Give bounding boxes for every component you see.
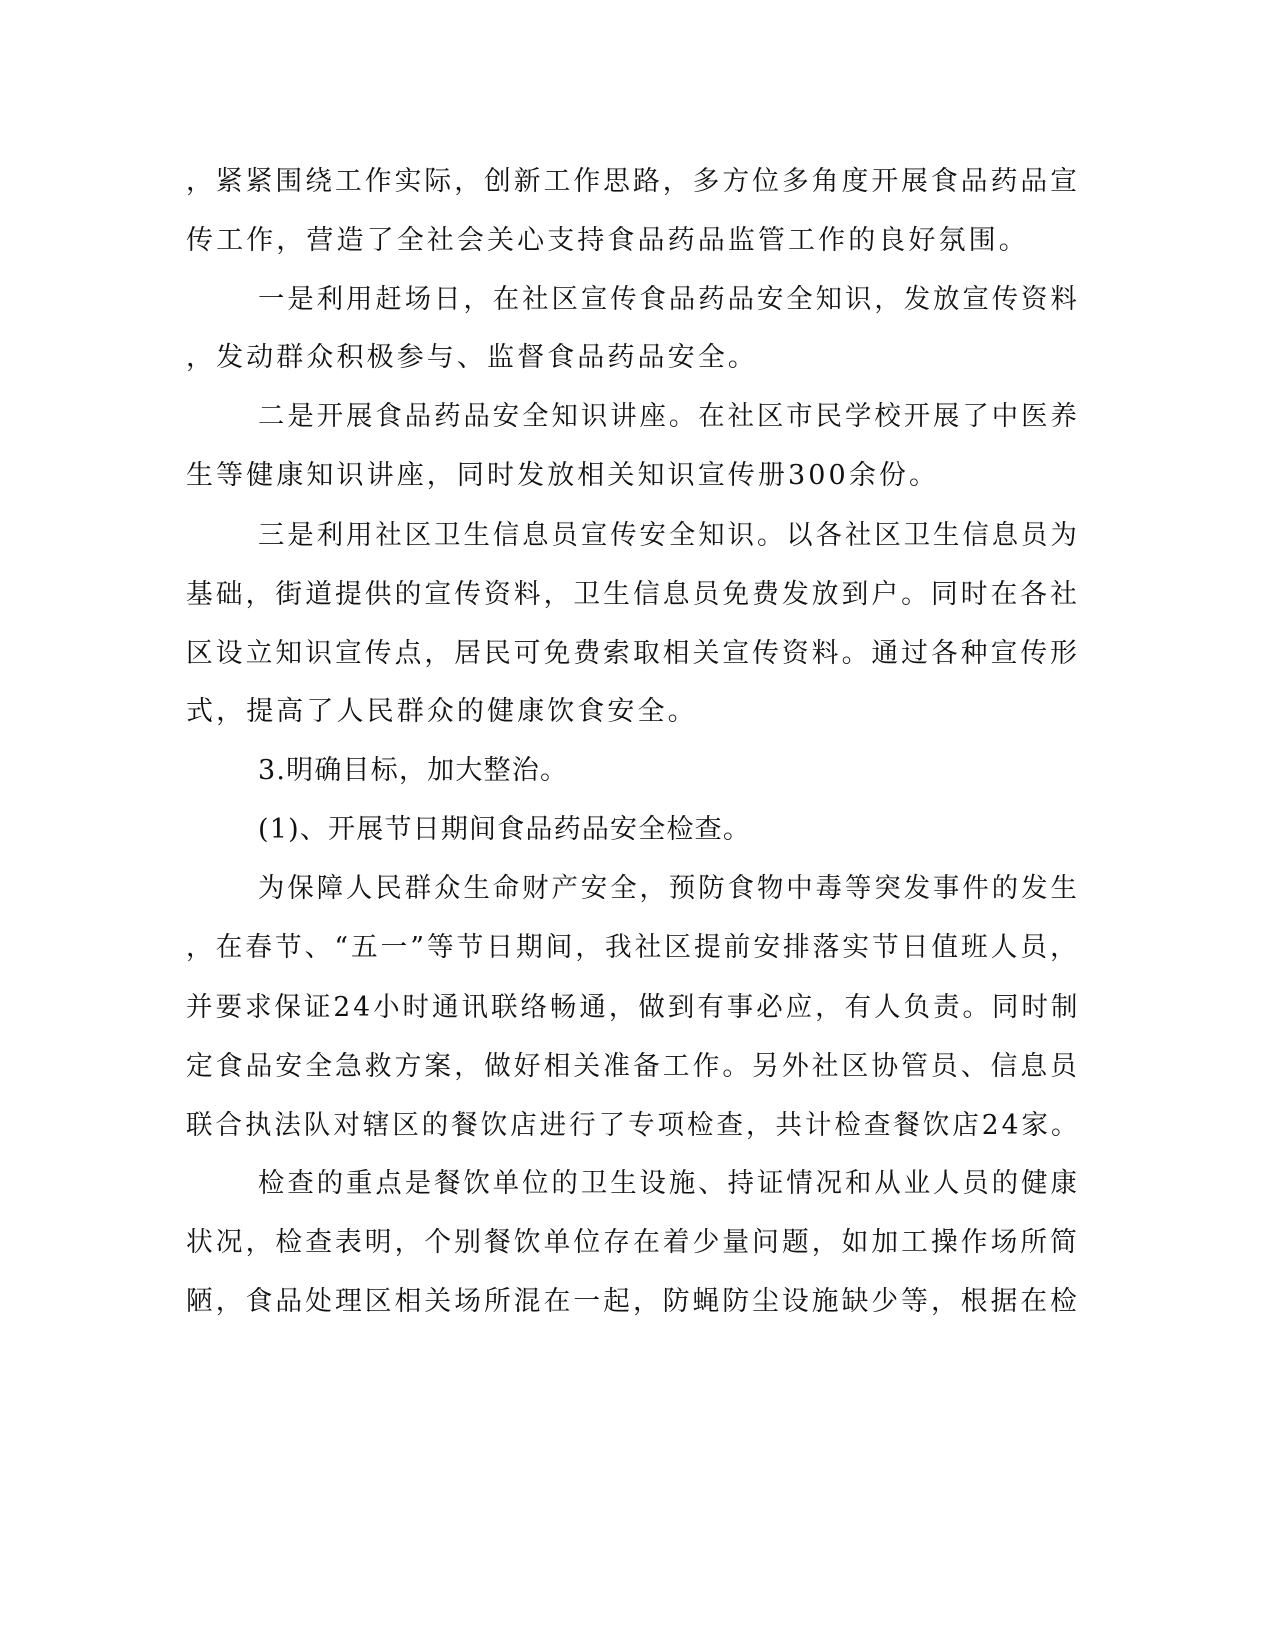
text-line: 状况，检查表明，个别餐饮单位存在着少量问题，如加工操作场所简 bbox=[186, 1227, 1080, 1258]
section-heading: 3.明确目标，加大整治。 bbox=[258, 755, 569, 786]
text-line: 定食品安全急救方案，做好相关准备工作。另外社区协管员、信息员 bbox=[186, 1051, 1080, 1082]
text-line: 生等健康知识讲座，同时发放相关知识宣传册300余份。 bbox=[186, 460, 940, 491]
text-line: 传工作，营造了全社会关心支持食品药品监管工作的良好氛围。 bbox=[186, 225, 1029, 256]
text-line: ，发动群众积极参与、监督食品药品安全。 bbox=[186, 342, 758, 373]
text-line: 一是利用赶场日，在社区宣传食品药品安全知识，发放宣传资料 bbox=[258, 284, 1080, 315]
text-line: 区设立知识宣传点，居民可免费索取相关宣传资料。通过各种宣传形 bbox=[186, 638, 1080, 669]
text-line: 二是开展食品药品安全知识讲座。在社区市民学校开展了中医养 bbox=[258, 401, 1080, 432]
text-line: 陋，食品处理区相关场所混在一起，防蝇防尘设施缺少等，根据在检 bbox=[186, 1286, 1080, 1317]
text-line: 并要求保证24小时通讯联络畅通，做到有事必应，有人负责。同时制 bbox=[186, 992, 1081, 1023]
text-line: 为保障人民群众生命财产安全，预防食物中毒等突发事件的发生 bbox=[258, 873, 1080, 904]
text-line: 式，提高了人民群众的健康饮食安全。 bbox=[186, 696, 698, 727]
subsection-heading: (1)、开展节日期间食品药品安全检查。 bbox=[258, 814, 752, 845]
text-line: ，在春节、“五一”等节日期间，我社区提前安排落实节日值班人员， bbox=[186, 932, 1080, 963]
text-line: ，紧紧围绕工作实际，创新工作思路，多方位多角度开展食品药品宣 bbox=[186, 166, 1080, 197]
text-line: 联合执法队对辖区的餐饮店进行了专项检查，共计检查餐饮店24家。 bbox=[186, 1110, 1081, 1141]
text-line: 检查的重点是餐饮单位的卫生设施、持证情况和从业人员的健康 bbox=[258, 1168, 1080, 1199]
text-line: 基础，街道提供的宣传资料，卫生信息员免费发放到户。同时在各社 bbox=[186, 579, 1080, 610]
text-line: 三是利用社区卫生信息员宣传安全知识。以各社区卫生信息员为 bbox=[258, 520, 1080, 551]
